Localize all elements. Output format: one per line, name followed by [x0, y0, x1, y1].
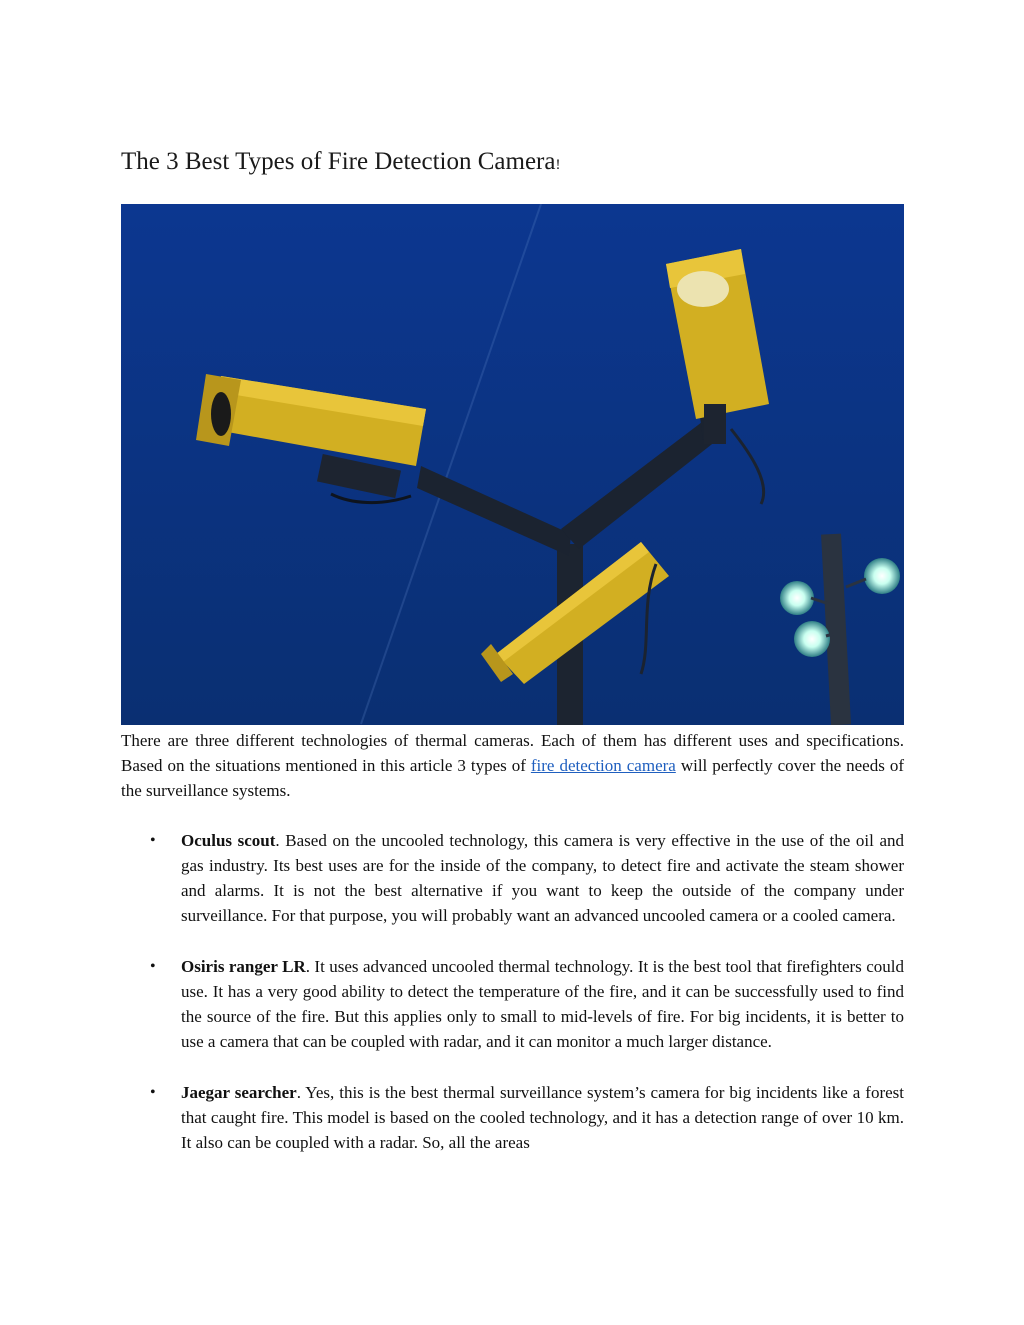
bullet-icon: •: [150, 1084, 156, 1101]
camera-name: Oculus scout: [181, 831, 276, 850]
camera-description: . Based on the uncooled technology, this camera is very effective in the use of the oil and gas industry. Its best uses are for the inside of the company, to detect fire and activate the steam shower and alarms. It is not the best alternative if you want to keep the outside of the company under surveillance. For that purpose, you will probably want an advanced uncooled camera or a cooled camera.: [181, 831, 904, 925]
intro-text-before: There are three different technologies of thermal cameras. Each of them has different uses and specifications. Based on the situations mentioned in this article 3 types of: [121, 731, 904, 775]
hero-image: [121, 204, 904, 725]
camera-description: . Yes, this is the best thermal surveillance system’s camera for big incidents like a forest that caught fire. This model is based on the cooled technology, and it has a detection range of over 10 km. It also can be coupled with a radar. So, all the areas: [181, 1083, 904, 1152]
page-title-text: The 3 Best Types of Fire Detection Camera: [121, 148, 556, 175]
camera-name: Osiris ranger LR: [181, 957, 306, 976]
bullet-icon: •: [150, 958, 156, 975]
list-item-oculus-scout: [121, 828, 904, 928]
camera-types-list: [121, 828, 904, 1181]
page-title-suffix: !: [555, 157, 561, 173]
intro-paragraph: [121, 728, 904, 803]
list-item-osiris-ranger-lr: [121, 954, 904, 1054]
intro-text-after: will perfectly cover the needs of the surveillance systems.: [121, 756, 904, 800]
page-title: [121, 146, 560, 181]
bullet-icon: •: [150, 832, 156, 849]
list-item-jaegar-searcher: [121, 1080, 904, 1155]
fire-detection-camera-link[interactable]: fire detection camera: [530, 756, 676, 775]
camera-description: . It uses advanced uncooled thermal technology. It is the best tool that firefighters could use. It has a very good ability to detect the temperature of the fire, and it can be successfully used to find the source of the fire. But this applies only to small to mid-levels of fire. For big incidents, it is better to use a camera that can be coupled with radar, and it can monitor a much larger distance.: [181, 957, 904, 1051]
camera-name: Jaegar searcher: [181, 1083, 297, 1102]
